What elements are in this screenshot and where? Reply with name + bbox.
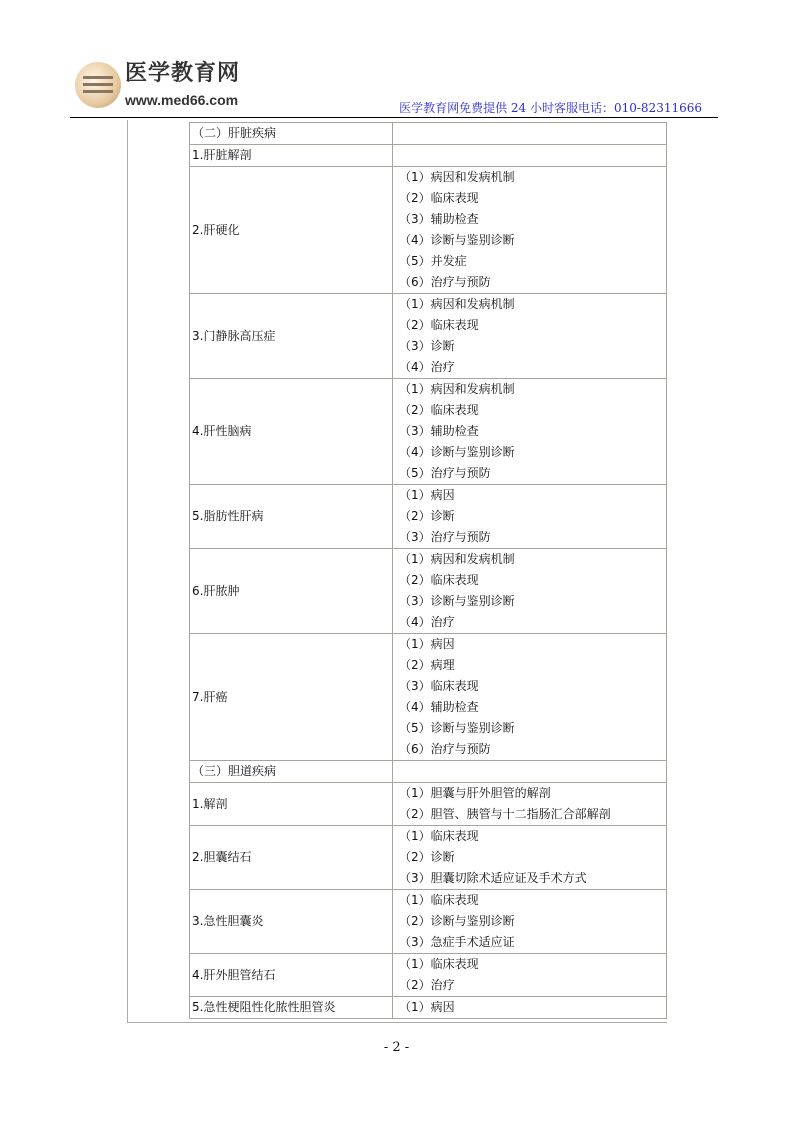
table-row (190, 379, 667, 485)
subtopics-cell (393, 783, 667, 826)
subtopic-item: （3）辅助检查 (399, 424, 479, 438)
subtopic-item: （3）胆囊切除术适应证及手术方式 (399, 871, 587, 885)
subtopic-item: （4）治疗 (399, 360, 455, 374)
table-row (190, 294, 667, 379)
subtopics-cell (393, 997, 667, 1019)
subtopics-cell (393, 123, 667, 145)
subtopics-cell (393, 634, 667, 761)
subtopic-item: （5）并发症 (399, 254, 467, 268)
subtopics-cell (393, 761, 667, 783)
subtopic-item: （1）病因和发病机制 (399, 382, 515, 396)
subtopic-item: （2）临床表现 (399, 191, 479, 205)
logo-emblem-icon (75, 62, 121, 108)
subtopic-item: （1）病因 (399, 1000, 455, 1014)
subtopic-item: （2）病理 (399, 658, 455, 672)
topic-cell: 1.解剖 (190, 783, 393, 826)
topic-cell: 2.胆囊结石 (190, 826, 393, 890)
subtopic-item: （3）诊断 (399, 339, 455, 353)
topic-cell: （三）胆道疾病 (190, 761, 393, 783)
topic-cell: 4.肝性脑病 (190, 379, 393, 485)
topic-cell: 7.肝癌 (190, 634, 393, 761)
subtopic-item: （3）辅助检查 (399, 212, 479, 226)
table-row (190, 167, 667, 294)
table-row (190, 890, 667, 954)
subtopic-item: （1）临床表现 (399, 829, 479, 843)
table-row (190, 549, 667, 634)
subtopic-item: （2）诊断 (399, 509, 455, 523)
topic-cell: （二）肝脏疾病 (190, 123, 393, 145)
subtopics-cell (393, 379, 667, 485)
subtopic-item: （1）病因 (399, 488, 455, 502)
syllabus-table (189, 122, 667, 1019)
topic-cell: 4.肝外胆管结石 (190, 954, 393, 997)
table-row (190, 485, 667, 549)
topic-cell: 5.脂肪性肝病 (190, 485, 393, 549)
subtopic-item: （1）临床表现 (399, 957, 479, 971)
subtopic-item: （3）诊断与鉴别诊断 (399, 594, 515, 608)
table-row (190, 145, 667, 167)
subtopic-item: （6）治疗与预防 (399, 275, 491, 289)
subtopic-item: （1）病因和发病机制 (399, 552, 515, 566)
subtopics-cell (393, 294, 667, 379)
subtopic-item: （4）辅助检查 (399, 700, 479, 714)
subtopic-item: （3）治疗与预防 (399, 530, 491, 544)
table-row (190, 783, 667, 826)
header-divider (70, 117, 718, 118)
subtopic-item: （6）治疗与预防 (399, 742, 491, 756)
subtopic-item: （5）治疗与预防 (399, 466, 491, 480)
subtopic-item: （2）诊断与鉴别诊断 (399, 914, 515, 928)
subtopic-item: （2）临床表现 (399, 573, 479, 587)
topic-cell: 3.门静脉高压症 (190, 294, 393, 379)
subtopic-item: （2）胆管、胰管与十二指肠汇合部解剖 (399, 807, 611, 821)
subtopics-cell (393, 954, 667, 997)
page-number: - 2 - (383, 1040, 410, 1055)
subtopic-item: （4）诊断与鉴别诊断 (399, 445, 515, 459)
table-row (190, 826, 667, 890)
subtopic-item: （2）治疗 (399, 978, 455, 992)
logo (75, 60, 255, 112)
subtopic-item: （1）病因和发病机制 (399, 170, 515, 184)
table-row (190, 761, 667, 783)
table-row (190, 123, 667, 145)
table-row (190, 997, 667, 1019)
subtopics-cell (393, 167, 667, 294)
subtopics-cell (393, 549, 667, 634)
subtopics-cell (393, 145, 667, 167)
subtopic-item: （2）临床表现 (399, 318, 479, 332)
topic-cell: 5.急性梗阻性化脓性胆管炎 (190, 997, 393, 1019)
subtopics-cell (393, 826, 667, 890)
subtopics-cell (393, 485, 667, 549)
subtopic-item: （1）病因 (399, 637, 455, 651)
subtopics-cell (393, 890, 667, 954)
subtopic-item: （5）诊断与鉴别诊断 (399, 721, 515, 735)
subtopic-item: （2）诊断 (399, 850, 455, 864)
logo-name: 医学教育网 (125, 60, 241, 86)
topic-cell: 2.肝硬化 (190, 167, 393, 294)
table-row (190, 634, 667, 761)
subtopic-item: （4）诊断与鉴别诊断 (399, 233, 515, 247)
topic-cell: 1.肝脏解剖 (190, 145, 393, 167)
subtopic-item: （1）病因和发病机制 (399, 297, 515, 311)
subtopic-item: （1）临床表现 (399, 893, 479, 907)
subtopic-item: （3）临床表现 (399, 679, 479, 693)
header-hotline: 医学教育网免费提供 24 小时客服电话：010-82311666 (399, 101, 702, 115)
subtopic-item: （4）治疗 (399, 615, 455, 629)
topic-cell: 3.急性胆囊炎 (190, 890, 393, 954)
topic-cell: 6.肝脓肿 (190, 549, 393, 634)
logo-url: www.med66.com (125, 92, 239, 108)
subtopic-item: （1）胆囊与肝外胆管的解剖 (399, 786, 551, 800)
subtopic-item: （2）临床表现 (399, 403, 479, 417)
table-row (190, 954, 667, 997)
subtopic-item: （3）急症手术适应证 (399, 935, 515, 949)
